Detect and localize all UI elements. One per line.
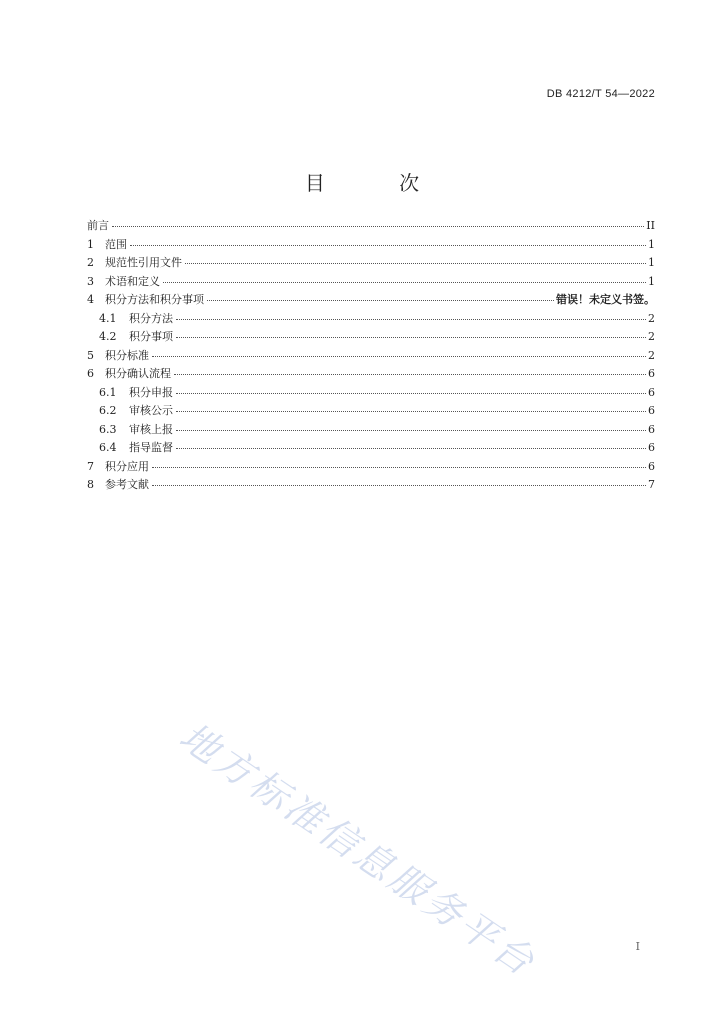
toc-entry[interactable] (87, 217, 655, 236)
toc-entry-label: 积分申报 (129, 385, 173, 399)
toc-entry[interactable] (87, 384, 655, 403)
toc-dot-leader (163, 276, 646, 283)
toc-entry-page: 1 (648, 237, 655, 251)
toc-dot-leader (176, 331, 646, 338)
toc-entry[interactable] (87, 310, 655, 329)
toc-entry-number: 1 (87, 237, 94, 251)
toc-dot-leader (152, 461, 646, 468)
page-number: I (635, 940, 640, 953)
toc-entry-page: 6 (648, 385, 655, 399)
toc-entry-page: 6 (648, 441, 655, 454)
toc-entry-bookmark-error: 错误！未定义书签。 (556, 293, 655, 306)
toc-entry-number: 6.2 (99, 404, 117, 417)
toc-entry-label: 审核公示 (129, 404, 173, 417)
document-code: DB 4212/T 54—2022 (546, 88, 655, 100)
toc-entry[interactable] (87, 458, 655, 477)
toc-entry-number: 4 (87, 293, 94, 306)
toc-entry-label: 前言 (87, 219, 109, 232)
toc-entry-page: 7 (648, 478, 655, 491)
toc-entry-number: 6.3 (99, 422, 117, 436)
toc-entry-page: 2 (648, 348, 655, 362)
toc-dot-leader (176, 405, 646, 412)
toc-dot-leader (207, 294, 554, 301)
table-of-contents (87, 217, 655, 495)
toc-entry-label: 术语和定义 (105, 274, 160, 288)
toc-dot-leader (152, 350, 646, 357)
toc-dot-leader (176, 442, 646, 449)
toc-entry-page: 1 (648, 274, 655, 288)
toc-entry[interactable] (87, 365, 655, 384)
toc-entry-label: 积分标准 (105, 348, 149, 362)
toc-entry[interactable] (87, 254, 655, 273)
toc-dot-leader (152, 479, 646, 486)
toc-entry[interactable] (87, 439, 655, 458)
toc-entry-number: 7 (87, 459, 94, 473)
toc-dot-leader (176, 424, 646, 431)
toc-entry-page: 6 (648, 404, 655, 417)
toc-dot-leader (174, 368, 646, 375)
toc-dot-leader (185, 257, 646, 264)
toc-entry-label: 规范性引用文件 (105, 256, 182, 269)
toc-dot-leader (112, 220, 644, 227)
toc-entry-number: 6.1 (99, 385, 117, 399)
toc-entry-number: 4.2 (99, 330, 117, 343)
toc-entry-number: 3 (87, 274, 94, 288)
toc-entry-page: 2 (648, 330, 655, 343)
toc-entry-label: 积分事项 (129, 330, 173, 343)
toc-entry[interactable] (87, 347, 655, 366)
toc-dot-leader (176, 313, 646, 320)
toc-entry-label: 参考文献 (105, 478, 149, 491)
toc-entry-number: 5 (87, 348, 94, 362)
toc-entry-label: 范围 (105, 237, 127, 251)
toc-entry[interactable] (87, 402, 655, 421)
toc-entry[interactable] (87, 291, 655, 310)
toc-entry[interactable] (87, 328, 655, 347)
toc-entry-page: II (646, 219, 655, 232)
toc-entry-number: 6 (87, 367, 94, 380)
toc-entry-label: 审核上报 (129, 422, 173, 436)
toc-entry-label: 积分方法 (129, 311, 173, 325)
watermark: 地方标准信息服务平台 (171, 714, 545, 986)
toc-entry-number: 2 (87, 256, 94, 269)
toc-entry[interactable] (87, 236, 655, 255)
toc-entry-label: 积分方法和积分事项 (105, 293, 204, 306)
toc-dot-leader (176, 387, 646, 394)
toc-entry-number: 4.1 (99, 311, 117, 325)
toc-entry-label: 积分应用 (105, 459, 149, 473)
toc-entry[interactable] (87, 421, 655, 440)
toc-entry-number: 6.4 (99, 441, 117, 454)
toc-entry-page: 2 (648, 311, 655, 325)
toc-entry-number: 8 (87, 478, 94, 491)
toc-entry-page: 1 (648, 256, 655, 269)
toc-entry-page: 6 (648, 367, 655, 380)
toc-entry[interactable] (87, 476, 655, 495)
toc-entry[interactable] (87, 273, 655, 292)
toc-entry-label: 指导监督 (129, 441, 173, 454)
toc-entry-page: 6 (648, 422, 655, 436)
toc-dot-leader (130, 239, 646, 246)
page-title: 目 次 (304, 171, 454, 196)
toc-entry-label: 积分确认流程 (105, 367, 171, 380)
toc-entry-page: 6 (648, 459, 655, 473)
